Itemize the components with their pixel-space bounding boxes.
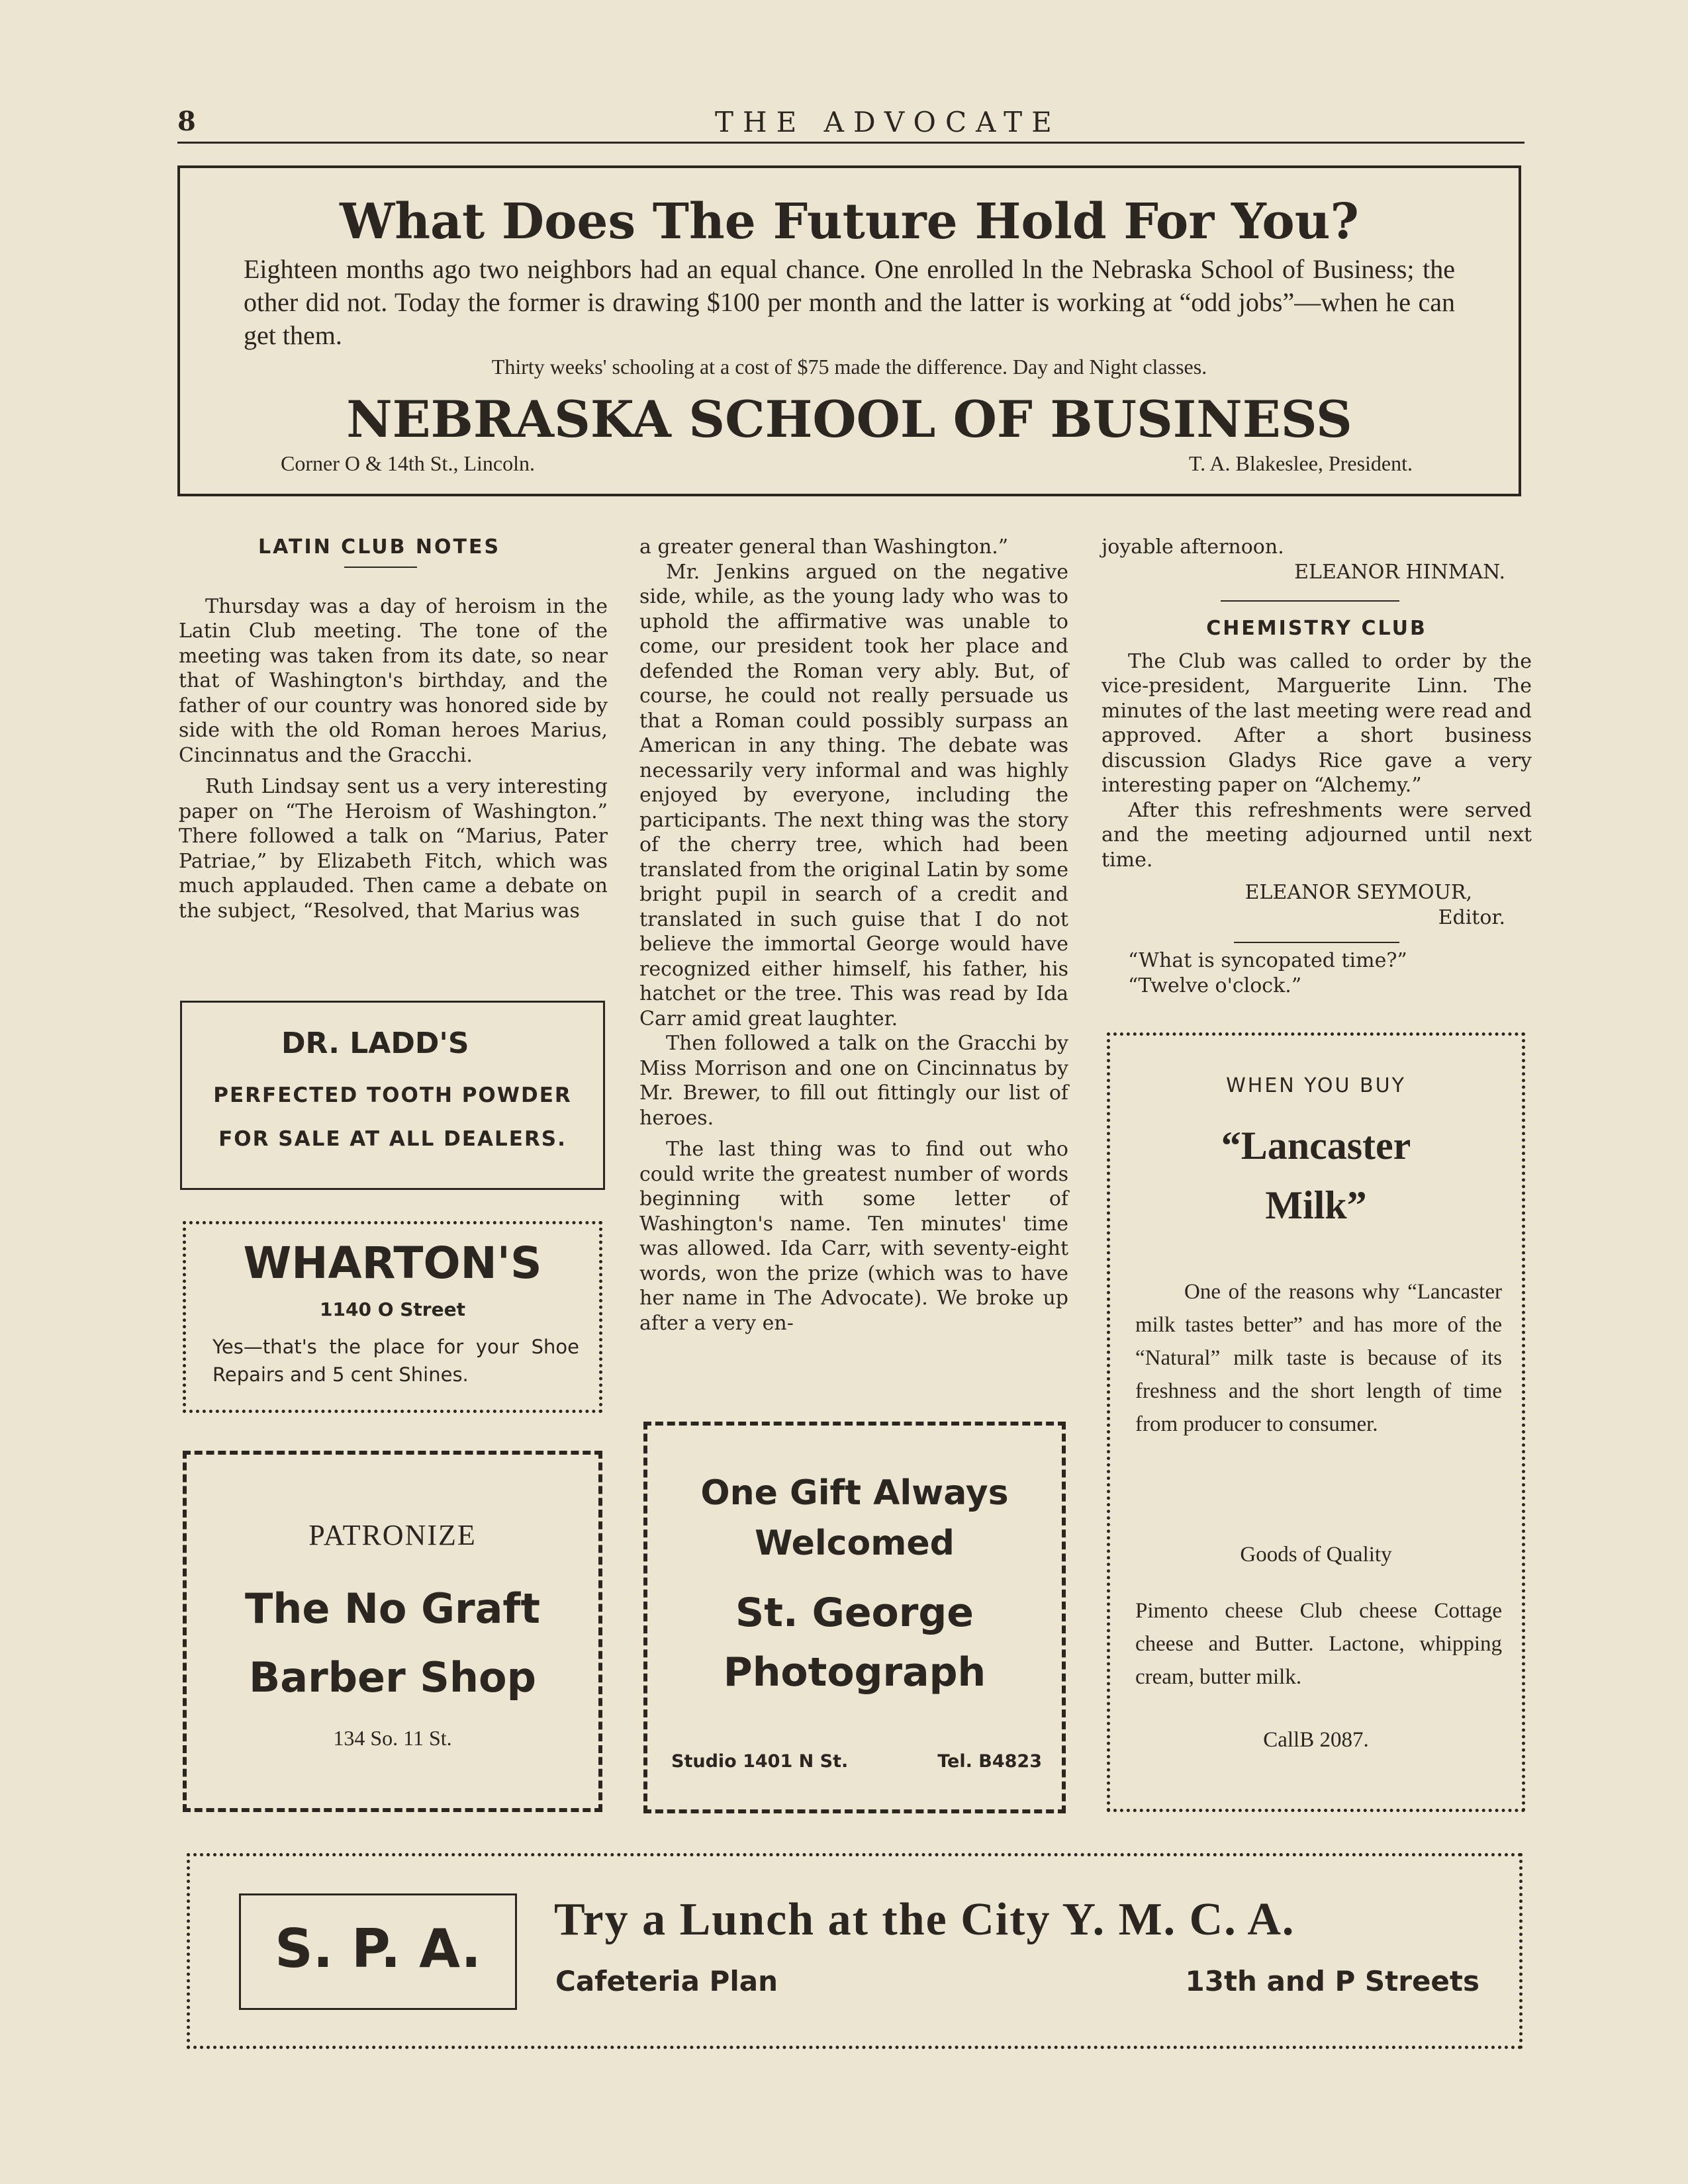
- latin-paragraph-4: Mr. Jenkins argued on the negative side, while, as the young lady who was to uphold the affirmative was unable to come, our president took her place and defended the Roman very ably. But, of course, he could not really persuade us that a Roman could possibly surpass an American in any thing. The debate was necessarily very informal and was highly enjoyed by everyone, including the participants. The next thing was the story of the cherry tree, which had been translated from the original Latin by some bright pupil in search of a credit and translated in such guise that I do not believe the immortal George would have recognized either himself, his father, his hatchet or the tree. This was read by Ida Carr amid great laughter.: [639, 560, 1068, 1030]
- studio-name-1: St. George: [735, 1590, 974, 1636]
- school-name: NEBRASKA SCHOOL OF BUSINESS: [346, 390, 1352, 449]
- chemistry-signature: ELEANOR SEYMOUR,: [1244, 881, 1472, 904]
- no-graft-barber-ad: [183, 1451, 602, 1812]
- latin-paragraph-5: Then followed a talk on the Gracchi by Miss Morrison and one on Cincinnatus by Mr. Brewer, to fill out fittingly our list of heroes.: [639, 1032, 1068, 1130]
- milk-name-2: Milk”: [1265, 1183, 1367, 1227]
- st-george-photograph-ad: [643, 1422, 1066, 1813]
- milk-products: Pimento cheese Club cheese Cottage cheese and Butter. Lactone, whipping cream, butter milk.: [1135, 1599, 1502, 1689]
- ymca-lunch-ad: [187, 1853, 1523, 2049]
- ladd-title: DR. LADD'S: [281, 1026, 469, 1060]
- barber-name-2: Barber Shop: [248, 1653, 537, 1702]
- studio-address: Studio 1401 N St.: [671, 1751, 849, 1772]
- column-right: [1102, 535, 1532, 998]
- ladd-line-2: FOR SALE AT ALL DEALERS.: [218, 1127, 567, 1151]
- ymca-plan: Cafeteria Plan: [555, 1965, 778, 1997]
- column-middle: [639, 535, 1068, 1336]
- chemistry-paragraph-2: After this refreshments were served and the meeting adjourned until next time.: [1102, 798, 1532, 872]
- whartons-ad: [183, 1221, 602, 1413]
- latin-paragraph-1: Thursday was a day of heroism in the Latin Club meeting. The tone of the meeting was taken from its date, so near that of Washington's birthday, and the father of our country was honored side by side with the old Roman heroes Marius, Cincinnatus and the Gracchi.: [179, 594, 608, 767]
- latin-paragraph-2: Ruth Lindsay sent us a very interesting paper on “The Heroism of Washington.” There followed a talk on “Marius, Pater Patriae,” by Elizabeth Fitch, which was much applauded. Then came a debate on the subject, “Resolved, that Marius was: [179, 775, 608, 923]
- latin-paragraph-7: joyable afternoon.: [1102, 535, 1284, 559]
- column-left: [179, 535, 608, 923]
- ymca-location: 13th and P Streets: [1185, 1965, 1479, 1997]
- latin-paragraph-6: The last thing was to find out who could write the greatest number of words beginning with some letter of Washington's name. Ten minutes' time was allowed. Ida Carr, with seventy-eight words, won the prize (which was to have her name in The Advocate). We broke up after a very en-: [639, 1138, 1068, 1335]
- chemistry-paragraph-1: The Club was called to order by the vice-president, Marguerite Linn. The minutes of the last meeting were read and approved. After a short business discussion Gladys Rice gave a very interesting paper on “Alchemy.”: [1102, 649, 1532, 797]
- school-address: Corner O & 14th St., Lincoln.: [281, 451, 535, 475]
- section-rule-2: [1234, 942, 1399, 943]
- spa-logo-box: [239, 1893, 517, 2010]
- joke-question: “What is syncopated time?”: [1128, 949, 1407, 972]
- milk-body: One of the reasons why “Lancaster milk tastes better” and has more of the “Natural” milk taste is because of its freshness and the short length of time from producer to consumer.: [1135, 1280, 1502, 1436]
- milk-name-1: “Lancaster: [1221, 1124, 1411, 1167]
- ymca-headline: Try a Lunch at the City Y. M. C. A.: [554, 1894, 1295, 1945]
- milk-intro: WHEN YOU BUY: [1226, 1074, 1406, 1097]
- wharton-address: 1140 O Street: [320, 1298, 465, 1320]
- header-rule: [177, 142, 1524, 144]
- nebraska-school-ad: [177, 165, 1521, 496]
- latin-signature: ELEANOR HINMAN.: [1294, 560, 1505, 584]
- chemistry-club-heading: CHEMISTRY CLUB: [1206, 617, 1427, 640]
- studio-telephone: Tel. B4823: [937, 1751, 1042, 1772]
- gift-line-2: Welcomed: [755, 1524, 955, 1563]
- barber-address: 134 So. 11 St.: [333, 1726, 452, 1750]
- masthead-title: THE ADVOCATE: [715, 106, 1061, 138]
- chemistry-signature-title: Editor.: [1438, 905, 1505, 929]
- ad-body: Eighteen months ago two neighbors had an equal chance. One enrolled ln the Nebraska School of Business; the other did not. Today the former is drawing $100 per month and the latter is working at “odd jobs”—when he can get them.: [244, 254, 1455, 350]
- milk-call: CallB 2087.: [1263, 1728, 1369, 1752]
- gift-line-1: One Gift Always: [700, 1473, 1009, 1513]
- ladd-line-1: PERFECTED TOOTH POWDER: [213, 1083, 572, 1107]
- ad-headline: What Does The Future Hold For You?: [340, 193, 1359, 250]
- lancaster-milk-ad: [1107, 1032, 1525, 1812]
- ad-note: Thirty weeks' schooling at a cost of $75 made the difference. Day and Night classes.: [491, 355, 1207, 379]
- wharton-body: Yes—that's the place for your Shoe Repairs and 5 cent Shines.: [212, 1336, 579, 1386]
- latin-paragraph-3: a greater general than Washington.”: [639, 535, 1009, 559]
- patronize-label: PATRONIZE: [308, 1519, 477, 1551]
- page-number: 8: [177, 106, 196, 137]
- latin-club-heading: LATIN CLUB NOTES: [258, 535, 501, 559]
- dr-ladds-ad: [180, 1001, 605, 1190]
- wharton-title: WHARTON'S: [243, 1238, 542, 1289]
- barber-name-1: The No Graft: [244, 1584, 541, 1633]
- milk-quality: Goods of Quality: [1240, 1543, 1392, 1567]
- school-president: T. A. Blakeslee, President.: [1189, 451, 1413, 475]
- joke-answer: “Twelve o'clock.”: [1128, 974, 1302, 997]
- section-rule: [1221, 600, 1399, 602]
- spa-logo: S. P. A.: [275, 1918, 481, 1979]
- studio-name-2: Photograph: [723, 1649, 986, 1696]
